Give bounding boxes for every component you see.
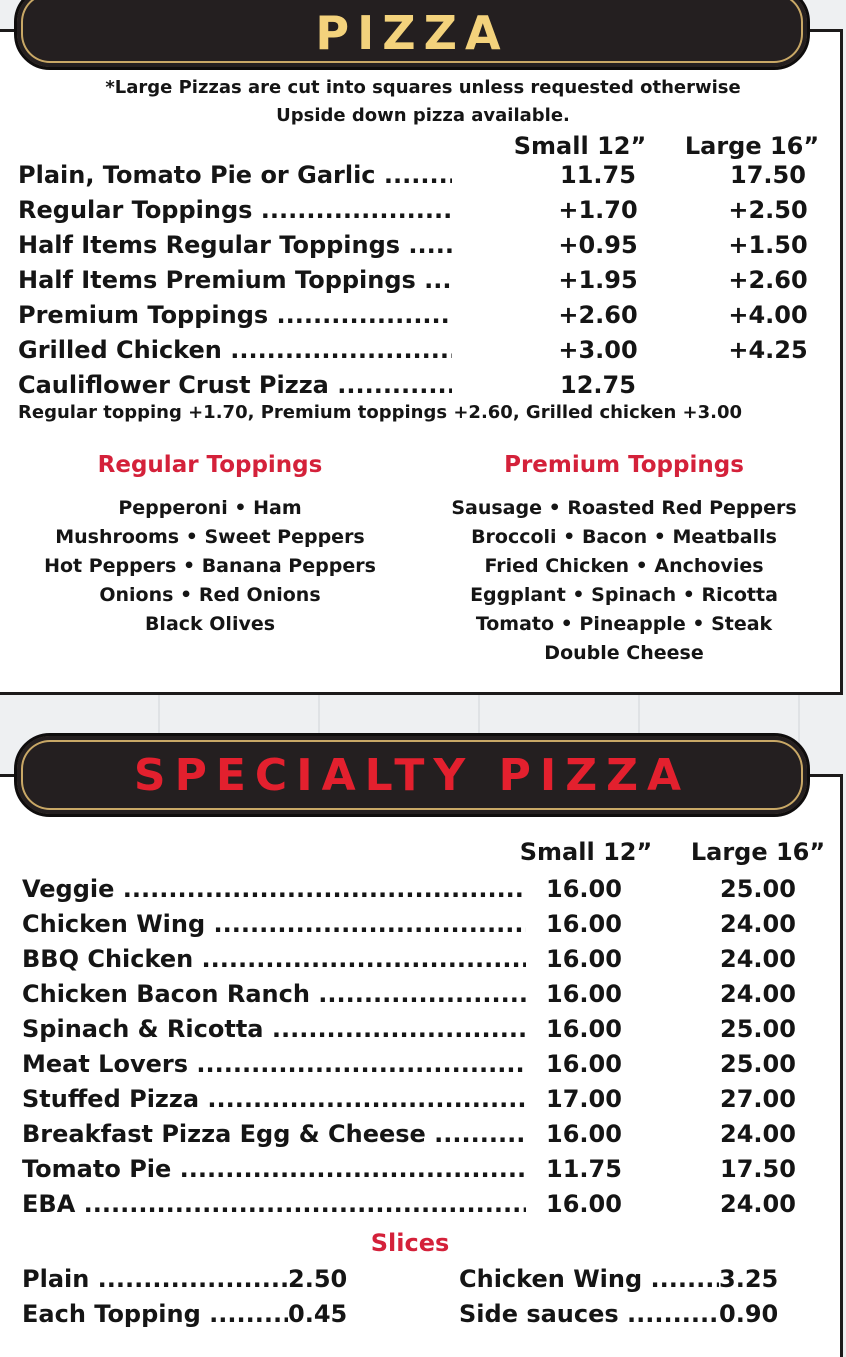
premium-toppings-line: Tomato • Pineapple • Steak xyxy=(475,613,773,635)
pizza-col-large: Large 16” xyxy=(684,132,820,160)
pizza-row-4-leader-dots xyxy=(268,301,452,329)
specialty-row-1-leader-dots xyxy=(205,910,526,938)
specialty-row-9-leader-dots xyxy=(75,1190,526,1218)
specialty-row-6-large: 27.00 xyxy=(720,1085,796,1113)
premium-toppings-line: Sausage • Roasted Red Peppers xyxy=(451,497,797,519)
specialty-row-9-label xyxy=(22,1188,526,1220)
slice-row-2 xyxy=(22,1298,382,1330)
pizza-row-5-label xyxy=(18,334,452,366)
slice-row-0 xyxy=(22,1263,382,1295)
specialty-row-8-name: Tomato Pie xyxy=(22,1155,172,1183)
specialty-row-8 xyxy=(22,1153,822,1185)
specialty-row-1-large: 24.00 xyxy=(720,910,796,938)
premium-toppings-line: Fried Chicken • Anchovies xyxy=(484,555,764,577)
specialty-row-2-label xyxy=(22,943,526,975)
specialty-row-9-large: 24.00 xyxy=(720,1190,796,1218)
specialty-title: SPECIALTY PIZZA xyxy=(133,749,691,801)
pizza-row-1-label xyxy=(18,194,452,226)
specialty-row-7-leader-dots xyxy=(426,1120,526,1148)
slice-row-2-price: 0.45 xyxy=(288,1300,348,1328)
slice-row-3-leader-dots xyxy=(619,1300,719,1328)
specialty-row-2 xyxy=(22,943,822,975)
specialty-row-0 xyxy=(22,873,822,905)
specialty-row-7 xyxy=(22,1118,822,1150)
pizza-row-5-leader-dots xyxy=(222,336,452,364)
specialty-row-5-name: Meat Lovers xyxy=(22,1050,189,1078)
pizza-row-5-large: +4.25 xyxy=(728,336,808,364)
pizza-row-2-large: +1.50 xyxy=(728,231,808,259)
pizza-row-3-leader-dots xyxy=(416,266,452,294)
specialty-row-3-large: 24.00 xyxy=(720,980,796,1008)
pizza-row-4-name: Premium Toppings xyxy=(18,301,269,329)
specialty-row-3-small: 16.00 xyxy=(546,980,622,1008)
specialty-row-6-leader-dots xyxy=(199,1085,526,1113)
slice-row-1-name: Chicken Wing xyxy=(459,1265,643,1293)
specialty-row-7-small: 16.00 xyxy=(546,1120,622,1148)
pizza-row-5-name: Grilled Chicken xyxy=(18,336,222,364)
slice-row-0-name: Plain xyxy=(22,1265,90,1293)
specialty-row-3 xyxy=(22,978,822,1010)
pizza-row-2-small: +0.95 xyxy=(558,231,638,259)
slice-row-0-price: 2.50 xyxy=(288,1265,348,1293)
pizza-row-1-small: +1.70 xyxy=(558,196,638,224)
specialty-row-0-label xyxy=(22,873,526,905)
specialty-col-large: Large 16” xyxy=(690,838,826,866)
pizza-row-3 xyxy=(18,264,818,296)
premium-toppings-list xyxy=(434,494,814,668)
specialty-row-6-label xyxy=(22,1083,526,1115)
specialty-row-0-small: 16.00 xyxy=(546,875,622,903)
pizza-row-1 xyxy=(18,194,818,226)
pizza-title: PIZZA xyxy=(315,6,509,60)
specialty-row-4-name: Spinach & Ricotta xyxy=(22,1015,264,1043)
slice-row-0-leader-dots xyxy=(89,1265,288,1293)
specialty-row-8-large: 17.50 xyxy=(720,1155,796,1183)
specialty-row-1-small: 16.00 xyxy=(546,910,622,938)
specialty-row-8-label xyxy=(22,1153,526,1185)
pizza-banner xyxy=(14,0,810,70)
specialty-row-5 xyxy=(22,1048,822,1080)
pizza-row-2-name: Half Items Regular Toppings xyxy=(18,231,401,259)
specialty-row-1 xyxy=(22,908,822,940)
premium-toppings-title: Premium Toppings xyxy=(504,452,744,478)
pizza-row-5 xyxy=(18,334,818,366)
pizza-row-0-large: 17.50 xyxy=(730,161,806,189)
specialty-col-small: Small 12” xyxy=(519,838,653,866)
regular-toppings-line: Hot Peppers • Banana Peppers xyxy=(44,555,376,577)
pizza-row-1-name: Regular Toppings xyxy=(18,196,253,224)
specialty-row-2-name: BBQ Chicken xyxy=(22,945,194,973)
pizza-row-0-label xyxy=(18,159,452,191)
pizza-row-6 xyxy=(18,369,818,401)
specialty-row-3-name: Chicken Bacon Ranch xyxy=(22,980,310,1008)
specialty-row-4-label xyxy=(22,1013,526,1045)
specialty-row-5-leader-dots xyxy=(188,1050,526,1078)
specialty-row-3-label xyxy=(22,978,526,1010)
pizza-row-6-name: Cauliflower Crust Pizza xyxy=(18,371,329,399)
specialty-row-2-large: 24.00 xyxy=(720,945,796,973)
pizza-row-5-small: +3.00 xyxy=(558,336,638,364)
specialty-row-5-small: 16.00 xyxy=(546,1050,622,1078)
regular-toppings-line: Black Olives xyxy=(144,613,276,635)
specialty-row-2-small: 16.00 xyxy=(546,945,622,973)
specialty-row-8-small: 11.75 xyxy=(546,1155,622,1183)
specialty-row-4-large: 25.00 xyxy=(720,1015,796,1043)
pizza-row-2-leader-dots xyxy=(400,231,452,259)
pizza-row-4-small: +2.60 xyxy=(558,301,638,329)
slices-title: Slices xyxy=(370,1229,450,1257)
specialty-row-0-leader-dots xyxy=(114,875,526,903)
specialty-row-6-name: Stuffed Pizza xyxy=(22,1085,200,1113)
pizza-row-0 xyxy=(18,159,818,191)
specialty-row-4-small: 16.00 xyxy=(546,1015,622,1043)
pizza-row-3-label xyxy=(18,264,452,296)
pizza-row-4 xyxy=(18,299,818,331)
pizza-row-6-leader-dots xyxy=(329,371,452,399)
premium-toppings-line: Broccoli • Bacon • Meatballs xyxy=(471,526,777,548)
specialty-row-9-name: EBA xyxy=(22,1190,76,1218)
premium-toppings-line: Eggplant • Spinach • Ricotta xyxy=(470,584,778,606)
pizza-row-4-label xyxy=(18,299,452,331)
specialty-banner xyxy=(14,733,810,817)
pizza-row-2-label xyxy=(18,229,452,261)
pizza-note-2: Upside down pizza available. xyxy=(276,105,570,126)
premium-toppings-line: Double Cheese xyxy=(544,642,704,664)
pizza-row-1-leader-dots xyxy=(252,196,452,224)
specialty-row-1-name: Chicken Wing xyxy=(22,910,206,938)
regular-toppings-line: Onions • Red Onions xyxy=(99,584,321,606)
specialty-row-7-name: Breakfast Pizza Egg & Cheese xyxy=(22,1120,426,1148)
pizza-row-3-name: Half Items Premium Toppings xyxy=(18,266,416,294)
specialty-row-5-label xyxy=(22,1048,526,1080)
specialty-row-1-label xyxy=(22,908,526,940)
slice-row-2-leader-dots xyxy=(201,1300,288,1328)
slice-row-2-label xyxy=(22,1298,288,1330)
pizza-row-3-small: +1.95 xyxy=(558,266,638,294)
specialty-row-9 xyxy=(22,1188,822,1220)
slice-row-3-price: 0.90 xyxy=(719,1300,779,1328)
specialty-row-3-leader-dots xyxy=(310,980,526,1008)
regular-toppings-title: Regular Toppings xyxy=(97,452,323,478)
slice-row-1 xyxy=(459,1263,819,1295)
pizza-row-6-label xyxy=(18,369,452,401)
regular-toppings-line: Mushrooms • Sweet Peppers xyxy=(55,526,365,548)
specialty-row-7-label xyxy=(22,1118,526,1150)
slice-row-1-leader-dots xyxy=(642,1265,719,1293)
slice-row-1-price: 3.25 xyxy=(719,1265,779,1293)
pizza-note-1: *Large Pizzas are cut into squares unless requested otherwise xyxy=(105,77,741,98)
specialty-row-4-leader-dots xyxy=(264,1015,527,1043)
pizza-row-4-large: +4.00 xyxy=(728,301,808,329)
slice-row-3-name: Side sauces xyxy=(459,1300,619,1328)
specialty-row-2-leader-dots xyxy=(193,945,526,973)
specialty-row-7-large: 24.00 xyxy=(720,1120,796,1148)
pizza-row-1-large: +2.50 xyxy=(728,196,808,224)
cauliflower-note: Regular topping +1.70, Premium toppings +2.60, Grilled chicken +3.00 xyxy=(18,402,743,423)
specialty-row-0-name: Veggie xyxy=(22,875,115,903)
pizza-row-0-name: Plain, Tomato Pie or Garlic xyxy=(18,161,376,189)
specialty-row-6-small: 17.00 xyxy=(546,1085,622,1113)
specialty-row-8-leader-dots xyxy=(171,1155,526,1183)
specialty-row-5-large: 25.00 xyxy=(720,1050,796,1078)
slice-row-3 xyxy=(459,1298,819,1330)
slice-row-3-label xyxy=(459,1298,719,1330)
specialty-row-6 xyxy=(22,1083,822,1115)
slice-row-0-label xyxy=(22,1263,288,1295)
specialty-row-0-large: 25.00 xyxy=(720,875,796,903)
regular-toppings-list xyxy=(30,494,390,639)
slice-row-2-name: Each Topping xyxy=(22,1300,201,1328)
pizza-row-6-small: 12.75 xyxy=(560,371,636,399)
pizza-row-2 xyxy=(18,229,818,261)
slice-row-1-label xyxy=(459,1263,719,1295)
pizza-row-0-small: 11.75 xyxy=(560,161,636,189)
pizza-col-small: Small 12” xyxy=(513,132,647,160)
pizza-row-0-leader-dots xyxy=(376,161,452,189)
specialty-row-4 xyxy=(22,1013,822,1045)
specialty-row-9-small: 16.00 xyxy=(546,1190,622,1218)
pizza-row-3-large: +2.60 xyxy=(728,266,808,294)
regular-toppings-line: Pepperoni • Ham xyxy=(118,497,302,519)
